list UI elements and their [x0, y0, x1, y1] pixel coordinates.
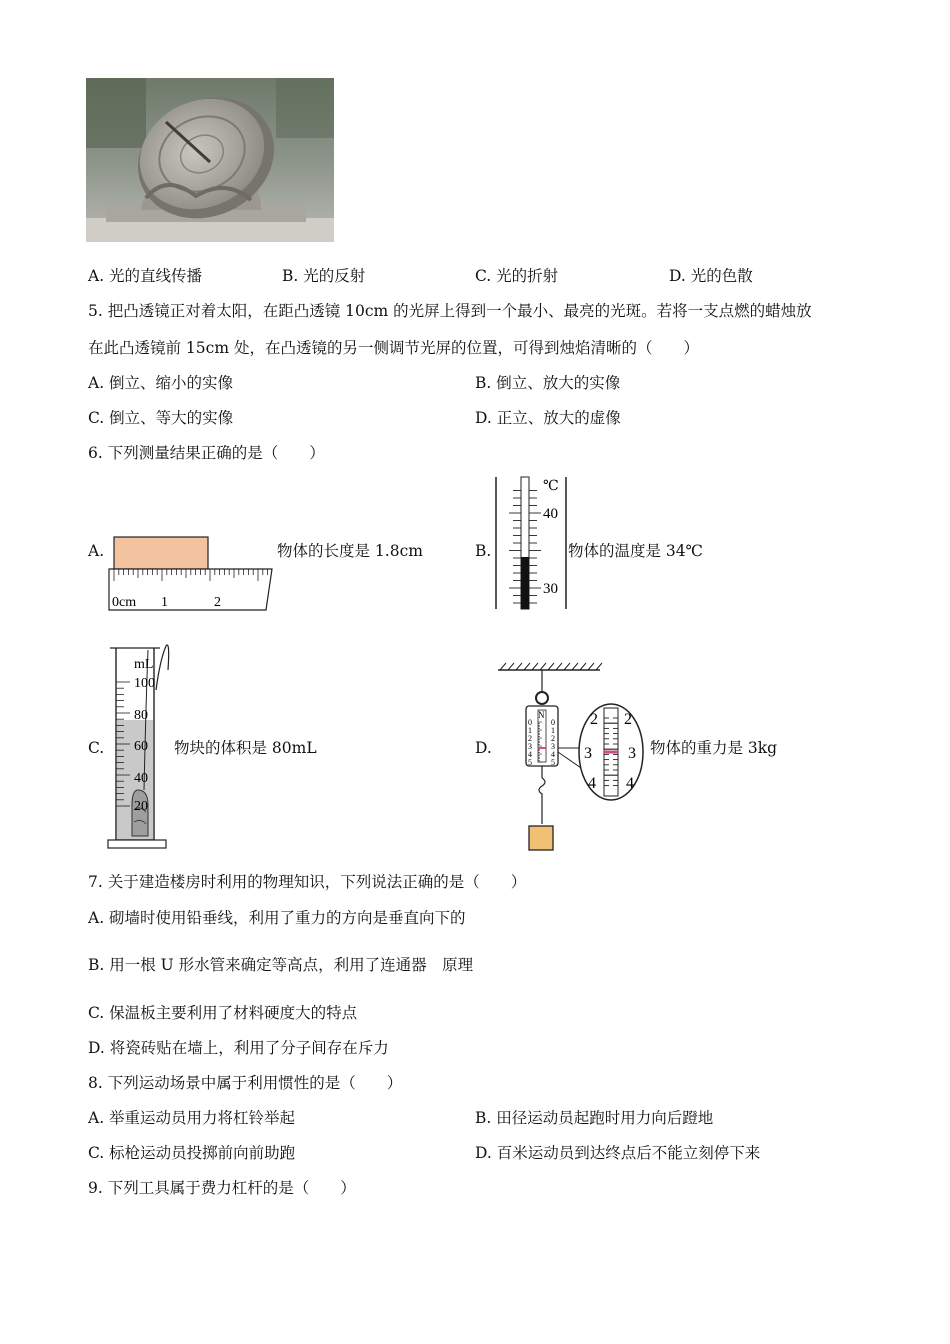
ceiling-hatch-line [580, 663, 586, 670]
ceiling-hatch-line [588, 663, 594, 670]
zoom-right-4: 4 [626, 775, 634, 792]
thermometer-label-30: 30 [543, 581, 558, 597]
q6-option-d-text: 物体的重力是 3kg [650, 739, 778, 757]
zoom-right-2: 2 [624, 711, 632, 728]
q5-stem-line1: 5. 把凸透镜正对着太阳，在距凸透镜 10cm 的光屏上得到一个最小、最亮的光斑。若将一支点燃的蜡烛放 [88, 302, 812, 320]
q4-option-b: B. 光的反射 [282, 267, 366, 285]
ruler-label-2: 2 [214, 595, 221, 610]
ruler-figure [104, 532, 278, 612]
cylinder-label-100: 100 [134, 676, 155, 691]
scale-left-0: 0 [528, 718, 532, 727]
cylinder-label-20: 20 [134, 799, 148, 814]
q9-stem: 9. 下列工具属于费力杠杆的是（ ） [88, 1179, 356, 1197]
cylinder-label-40: 40 [134, 771, 148, 786]
scale-right-2: 2 [551, 734, 555, 743]
scale-left-3: 3 [528, 742, 532, 751]
q8-option-d: D. 百米运动员到达终点后不能立刻停下来 [475, 1144, 761, 1162]
zoom-left-2: 2 [590, 711, 598, 728]
q4-option-c: C. 光的折射 [475, 267, 559, 285]
q8-stem: 8. 下列运动场景中属于利用惯性的是（ ） [88, 1074, 403, 1092]
spring-scale-unit: N [538, 710, 545, 720]
ceiling-hatch-line [540, 663, 546, 670]
q8-option-b: B. 田径运动员起跑时用力向后蹬地 [475, 1109, 714, 1127]
q5-option-c: C. 倒立、等大的实像 [88, 409, 234, 427]
q5-stem-line2: 在此凸透镜前 15cm 处，在凸透镜的另一侧调节光屏的位置，可得到烛焰清晰的（ ） [88, 339, 699, 357]
ceiling-hatch-line [500, 663, 506, 670]
q7-option-b: B. 用一根 U 形水管来确定等高点，利用了连通器 原理 [88, 956, 474, 974]
q7-option-d: D. 将瓷砖贴在墙上，利用了分子间存在斥力 [88, 1039, 389, 1057]
graduated-cylinder-figure [104, 640, 174, 854]
q5-option-d: D. 正立、放大的虚像 [475, 409, 621, 427]
q6-option-a-letter: A. [88, 542, 105, 560]
scale-right-0: 0 [551, 718, 555, 727]
ceiling-hatch-line [596, 663, 602, 670]
q8-option-a: A. 举重运动员用力将杠铃举起 [88, 1109, 296, 1127]
spring-scale-figure [494, 662, 652, 854]
ruler-label-0: 0cm [112, 595, 137, 610]
scale-right-5: 5 [551, 758, 555, 767]
scale-right-3: 3 [551, 742, 555, 751]
q8-option-c: C. 标枪运动员投掷前向前助跑 [88, 1144, 296, 1162]
zoom-left-4: 4 [588, 775, 596, 792]
scale-right-4: 4 [551, 750, 555, 759]
q7-option-a: A. 砌墙时使用铅垂线，利用了重力的方向是垂直向下的 [88, 909, 466, 927]
q6-option-b-text: 物体的温度是 34℃ [568, 542, 703, 560]
scale-left-4: 4 [528, 750, 532, 759]
q6-option-a-text: 物体的长度是 1.8cm [277, 542, 423, 560]
q5-option-b: B. 倒立、放大的实像 [475, 374, 621, 392]
thermometer-label-40: 40 [543, 506, 558, 522]
q4-option-d: D. 光的色散 [669, 267, 753, 285]
ceiling-hatch-line [572, 663, 578, 670]
zoom-right-3: 3 [628, 745, 636, 762]
thermometer-figure [493, 475, 569, 611]
cylinder-unit: mL [134, 657, 154, 672]
ceiling-hatch-line [508, 663, 514, 670]
q6-option-d-letter: D. [475, 739, 492, 757]
q7-stem: 7. 关于建造楼房时利用的物理知识，下列说法正确的是（ ） [88, 873, 527, 891]
scale-left-1: 1 [528, 726, 532, 735]
q7-option-c: C. 保温板主要利用了材料硬度大的特点 [88, 1004, 358, 1022]
ceiling-hatch-line [556, 663, 562, 670]
scale-right-1: 1 [551, 726, 555, 735]
cylinder-label-60: 60 [134, 739, 148, 754]
ceiling-hatch-line [564, 663, 570, 670]
q4-option-a: A. 光的直线传播 [88, 267, 203, 285]
scale-left-5: 5 [528, 758, 532, 767]
q5-option-a: A. 倒立、缩小的实像 [88, 374, 234, 392]
scale-left-2: 2 [528, 734, 532, 743]
ceiling-hatch-line [548, 663, 554, 670]
q6-stem: 6. 下列测量结果正确的是（ ） [88, 444, 325, 462]
ceiling-hatch-line [524, 663, 530, 670]
ruler-label-1: 1 [161, 595, 168, 610]
sundial-photo [86, 78, 334, 242]
ceiling-hatch-line [532, 663, 538, 670]
q6-option-b-letter: B. [475, 542, 492, 560]
thermometer-unit: ℃ [543, 479, 559, 494]
q6-option-c-text: 物块的体积是 80mL [174, 739, 317, 757]
zoom-left-3: 3 [584, 745, 592, 762]
q6-option-c-letter: C. [88, 739, 105, 757]
cylinder-label-80: 80 [134, 708, 148, 723]
ceiling-hatch-line [516, 663, 522, 670]
